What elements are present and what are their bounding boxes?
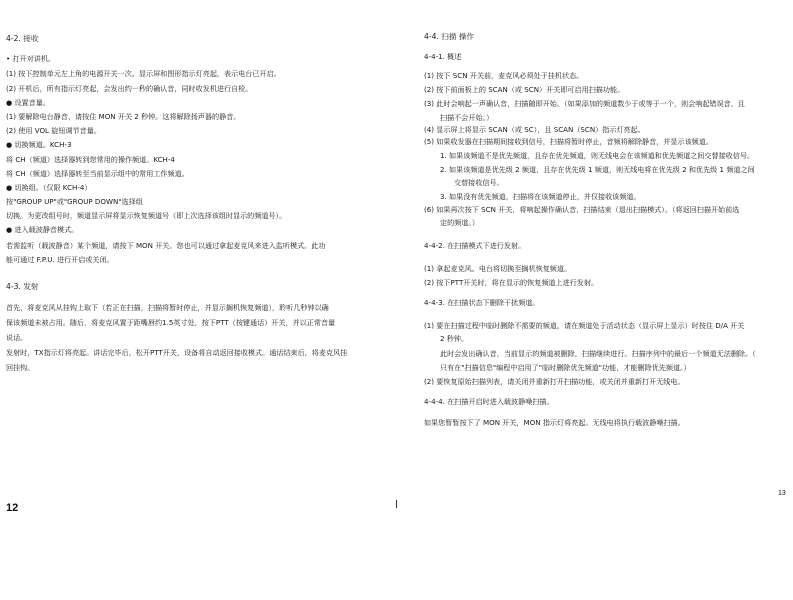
text-line: (2) 要恢复原始扫描列表，请关闭并重新打开扫描功能，或关闭并重新打开无线电。 bbox=[424, 377, 685, 386]
section-heading-receive: 4-2. 接收 bbox=[6, 34, 39, 43]
text-line: 将 CH（频道）选择器转至当前显示组中的常用工作频道。 bbox=[6, 169, 189, 178]
text-line: 发射时，TX指示灯将亮起。讲话完毕后，松开PTT开关，设备将自动返回接收模式。通话结束后，将麦克风挂 bbox=[6, 348, 348, 357]
text-line: (6) 如果再次按下 SCN 开关，将响起操作确认音，扫描结束（退出扫描模式）。（将返回扫描开始前选 bbox=[424, 205, 740, 214]
text-line: 只有在"扫描信息"编程中启用了"临时删除优先频道"功能，才能删除优先频道。） bbox=[440, 363, 691, 372]
subsection-heading-squelch: 4-4-4. 在扫描开启时进入载波静噪扫描。 bbox=[424, 397, 554, 406]
subsection-heading-delete: 4-4-3. 在扫描状态下删除干扰频道。 bbox=[424, 298, 540, 307]
section-heading-scan: 4-4. 扫描 操作 bbox=[424, 32, 475, 41]
text-line: 扫描不会开始。） bbox=[440, 113, 494, 122]
text-line: (1) 按下控制单元左上角的电源开关一次。显示屏和图形指示灯亮起，表示电台已开启。 bbox=[6, 69, 281, 78]
text-line: (2) 按下PTT开关时，将在显示的恢复频道上进行发射。 bbox=[424, 278, 599, 287]
page-divider-mark bbox=[396, 500, 397, 508]
text-line: (2) 开机后，所有指示灯亮起，会发出约一秒的确认音，同时收发机进行自检。 bbox=[6, 84, 253, 93]
text-line: 3. 如果没有优先频道，扫描将在该频道停止，并仅接收该频道。 bbox=[440, 192, 641, 201]
page-number-right: 13 bbox=[778, 490, 786, 497]
text-line: 回挂钩。 bbox=[6, 363, 35, 372]
text-line: 保该频道未被占用。随后，将麦克风置于距嘴唇约1.5英寸处，按下PTT（按键通话）开关，并以正常音量 bbox=[6, 318, 336, 327]
text-line: • 打开对讲机。 bbox=[6, 54, 56, 63]
text-line: ● 切换频道。KCH-3 bbox=[6, 140, 72, 149]
subsection-heading-transmit: 4-4-2. 在扫描模式下进行发射。 bbox=[424, 241, 526, 250]
text-line: 交替接收信号。 bbox=[454, 178, 504, 187]
text-line: ● 进入载波静音模式。 bbox=[6, 225, 79, 234]
text-line: (5) 如果收发器在扫描期间接收到信号，扫描将暂时停止，音频将解除静音，并显示该频道。 bbox=[424, 137, 713, 146]
text-line: 切换。为更改组号时，频道显示屏将显示恢复频道号（即上次选择该组时显示的频道号）。 bbox=[6, 211, 287, 220]
text-line: ● 切换组。（仅限 KCH-4） bbox=[6, 183, 92, 192]
text-line: 如果您暂暂按下了 MON 开关，MON 指示灯将亮起。无线电将执行载波静噪扫描。 bbox=[424, 418, 685, 427]
text-line: (4) 显示屏上将显示 SCAN（或 SC），且 SCAN（SCN）指示灯亮起。 bbox=[424, 125, 645, 134]
text-line: (1) 按下 SCN 开关前，麦克风必须处于挂机状态。 bbox=[424, 71, 584, 80]
text-line: 说话。 bbox=[6, 333, 28, 342]
text-line: (2) 使用 VOL 旋钮调节音量。 bbox=[6, 126, 101, 135]
text-line: 将 CH（频道）选择器转到您常用的操作频道。KCH-4 bbox=[6, 155, 175, 164]
text-line: (1) 要在扫描过程中临时删除不需要的频道，请在频道处于活动状态（显示屏上显示）时按住 D/A 开关 bbox=[424, 321, 745, 330]
text-line: (2) 按下前面板上的 SCAN（或 SCN）开关即可启用扫描功能。 bbox=[424, 85, 625, 94]
text-line: ● 设置音量。 bbox=[6, 98, 50, 107]
text-line: 此时会发出确认音，当前显示的频道被删除，扫描继续进行。扫描序列中的最后一个频道无法删除。（ bbox=[440, 349, 756, 358]
subsection-heading-overview: 4-4-1. 概述 bbox=[424, 52, 462, 61]
text-line: 定的频道。） bbox=[440, 218, 480, 227]
text-line: 1. 如果该频道不是优先频道，且存在优先频道，则无线电会在该频道和优先频道之间交替接收信号。 bbox=[440, 151, 755, 160]
text-line: 2. 如果该频道是优先级 2 频道，且存在优先级 1 频道，则无线电将在优先级 2 和优先级 1 频道之间 bbox=[440, 165, 755, 174]
text-line: 若需监听（载波静音）某个频道，请按下 MON 开关。您也可以通过拿起麦克风来进入监听模式。此功 bbox=[6, 241, 326, 250]
text-line: (1) 拿起麦克风。电台将切换至搁机恢复频道。 bbox=[424, 264, 572, 273]
page-number-left: 12 bbox=[6, 502, 19, 514]
text-line: 按"GROUP UP"或"GROUP DOWN"选择组 bbox=[6, 197, 143, 206]
section-heading-transmit: 4-3. 发射 bbox=[6, 282, 39, 291]
text-line: 首先，将麦克风从挂钩上取下（若正在扫描，扫描将暂时停止，并显示搁机恢复频道），聆听几秒钟以确 bbox=[6, 303, 329, 312]
text-line: 能可通过 F.P.U. 进行开启或关闭。 bbox=[6, 255, 114, 264]
text-line: (3) 此时会响起一声确认音，扫描随即开始。（如果添加的频道数少于或等于一个，则会响起错误音，且 bbox=[424, 99, 745, 108]
text-line: (1) 要解除电台静音，请按住 MON 开关 2 秒钟。这将解除扬声器的静音。 bbox=[6, 112, 241, 121]
text-line: 2 秒钟。 bbox=[440, 334, 469, 343]
